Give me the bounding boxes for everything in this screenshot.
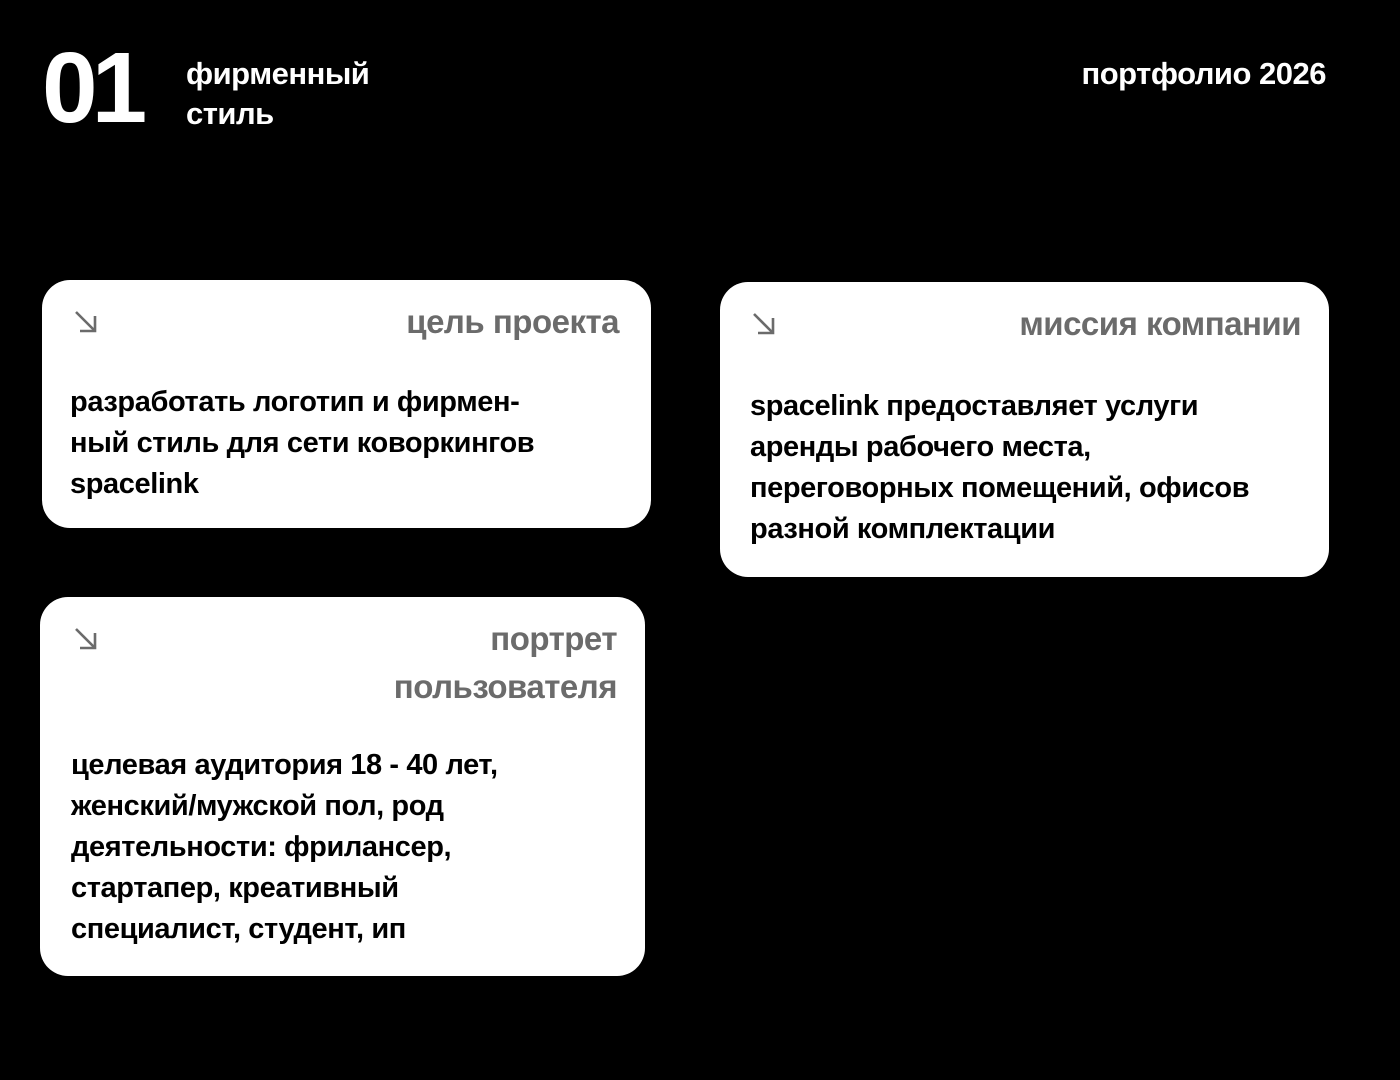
card-body-line: ный стиль для сети коворкингов xyxy=(70,427,535,459)
card-user-portrait xyxy=(40,597,645,976)
card-body-line: spacelink xyxy=(70,468,199,500)
arrow-down-right-icon xyxy=(72,625,100,653)
card-project-goal xyxy=(42,280,651,528)
card-title xyxy=(406,298,619,346)
section-title xyxy=(186,54,369,134)
card-body-line: spacelink предоставляет услуги xyxy=(750,390,1199,422)
card-body xyxy=(750,386,1249,550)
card-title xyxy=(394,615,617,711)
card-body-line: стартапер, креативный xyxy=(71,872,399,904)
section-title-line: стиль xyxy=(186,96,274,131)
arrow-down-right-icon xyxy=(750,310,778,338)
card-body xyxy=(71,745,498,950)
arrow-down-right-icon xyxy=(72,308,100,336)
card-body-line: целевая аудитория 18 - 40 лет, xyxy=(71,749,498,781)
card-company-mission xyxy=(720,282,1329,577)
card-title xyxy=(1019,300,1301,348)
section-number: 01 xyxy=(42,32,142,144)
card-title-line: пользователя xyxy=(393,668,617,705)
card-title-line: портрет xyxy=(490,620,617,657)
card-title-line: цель проекта xyxy=(406,303,619,340)
card-body-line: разработать логотип и фирмен- xyxy=(70,386,520,418)
card-body-line: специалист, студент, ип xyxy=(71,913,406,945)
section-title-line: фирменный xyxy=(186,56,370,91)
card-title-line: миссия компании xyxy=(1019,305,1301,342)
card-body-line: женский/мужской пол, род xyxy=(71,790,444,822)
card-body-line: аренды рабочего места, xyxy=(750,431,1091,463)
card-body xyxy=(70,382,534,505)
card-body-line: деятельности: фрилансер, xyxy=(71,831,452,863)
card-body-line: переговорных помещений, офисов xyxy=(750,472,1250,504)
card-body-line: разной комплектации xyxy=(750,513,1056,545)
portfolio-label: портфолио 2026 xyxy=(1081,56,1326,91)
